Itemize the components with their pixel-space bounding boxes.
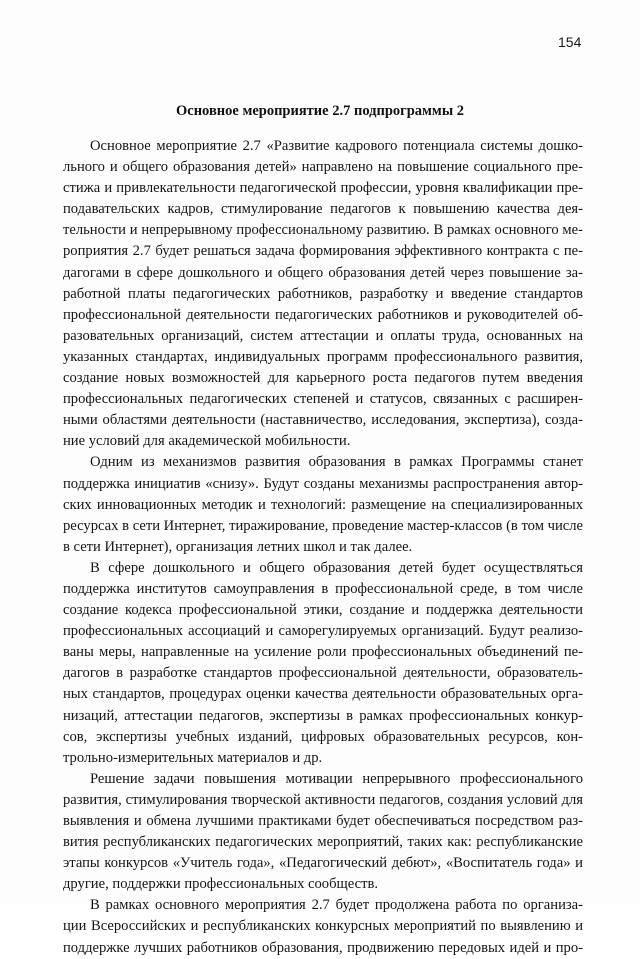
text-line: поддержка институтов самоуправления в профессиональной среде, в том числе: [63, 580, 583, 597]
text-line: ными областями деятельности (наставничество, исследования, экспертиза), созда-: [63, 412, 583, 429]
paragraph: [63, 769, 583, 896]
text-line: разовательных организаций, систем аттестации и оплаты труда, основанных на: [63, 327, 583, 344]
text-line: профессиональных ассоциаций и саморегулируемых организаций. Будут реализо-: [63, 623, 583, 640]
text-line: ваны меры, направленные на усиление роли профессиональных объединений пе-: [63, 644, 583, 661]
text-line: развития, стимулирования творческой активности педагогов, создания условий для: [63, 791, 583, 808]
paragraph: [63, 558, 583, 769]
text-line: Одним из механизмов развития образования в рамках Программы станет: [90, 454, 583, 471]
page-number: 154: [558, 34, 582, 50]
text-line: трольно-измерительных материалов и др.: [63, 749, 323, 766]
paragraph: [63, 452, 583, 557]
text-line: ских инновационных методик и технологий: размещение на специализированных: [63, 496, 583, 513]
text-line: ных стандартов, процедурах оценки качества деятельности образовательных орга-: [63, 686, 583, 703]
paragraph: [63, 136, 583, 452]
text-line: поддержке лучших работников образования, продвижению передовых идей и про-: [63, 939, 583, 956]
text-line: ние условий для академической мобильности.: [63, 433, 351, 450]
text-line: льного и общего образования детей» направлено на повышение социального пре-: [63, 159, 583, 176]
text-line: В сфере дошкольного и общего образования детей будет осуществляться: [90, 559, 583, 576]
text-line: тельности и непрерывному профессиональному развитию. В рамках основного ме-: [63, 222, 583, 239]
text-line: стижа и привлекательности педагогической профессии, уровня квалификации пре-: [63, 180, 583, 197]
text-line: Основное мероприятие 2.7 «Развитие кадрового потенциала системы дошко-: [90, 138, 583, 154]
text-line: вития республиканских педагогических мероприятий, таких как: республиканские: [63, 834, 583, 851]
body-text: [63, 136, 583, 959]
text-line: роприятия 2.7 будет решаться задача формирования эффективного контракта с пе-: [63, 243, 583, 260]
text-line: работной платы педагогических работников, разработку и введение стандартов: [63, 285, 583, 302]
text-line: ции Всероссийских и республиканских конкурсных мероприятий по выявлению и: [63, 918, 583, 935]
text-line: подавательских кадров, стимулирование педагогов к повышению качества дея-: [63, 201, 583, 218]
text-line: низаций, аттестации педагогов, экспертизы в рамках профессиональных конкур-: [63, 707, 583, 724]
text-line: в сети Интернет), организация летних школ и так далее.: [63, 538, 413, 555]
text-line: профессиональной деятельности педагогических работников и руководителей об-: [63, 306, 583, 323]
text-line: ресурсах в сети Интернет, тиражирование, проведение мастер-классов (в том числе: [63, 517, 583, 534]
text-line: поддержка инициатив «снизу». Будут созданы механизмы распространения автор-: [63, 475, 583, 492]
text-line: создание кодекса профессиональной этики, создание и поддержка деятельности: [63, 602, 583, 619]
text-line: выявления и обмена лучшими практиками будет обеспечиваться посредством раз-: [63, 813, 583, 829]
text-line: дагогами в сфере дошкольного и общего образования детей через повышение за-: [63, 264, 583, 281]
text-line: Решение задачи повышения мотивации непрерывного профессионального: [90, 770, 583, 787]
text-line: создание новых возможностей для карьерного роста педагогов путем введения: [63, 370, 583, 387]
text-line: этапы конкурсов «Учитель года», «Педагогический дебют», «Воспитатель года» и: [63, 855, 583, 872]
text-line: дагогов в разработке стандартов профессиональной деятельности, образователь-: [63, 665, 583, 682]
section-heading: Основное мероприятие 2.7 подпрограммы 2: [175, 103, 465, 119]
text-line: указанных стандартах, индивидуальных программ профессионального развития,: [63, 348, 583, 365]
text-line: сов, экспертизы учебных изданий, цифровых образовательных ресурсов, кон-: [63, 728, 583, 745]
text-line: В рамках основного мероприятия 2.7 будет продолжена работа по организа-: [90, 897, 583, 914]
text-line: другие, поддержки профессиональных сообществ.: [63, 876, 378, 893]
text-line: профессиональных педагогических степеней и статусов, связанных с расширен-: [63, 391, 583, 408]
